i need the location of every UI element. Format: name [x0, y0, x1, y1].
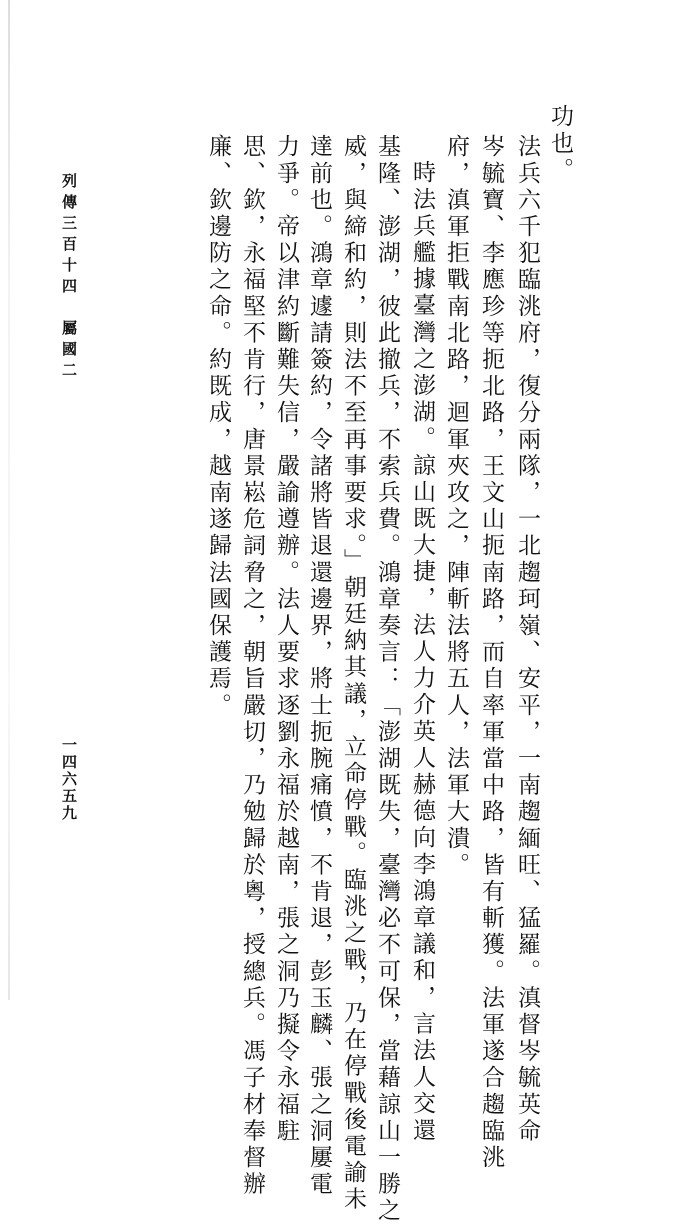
- text-column-11: 廉、欽邊防之命。約既成，越南遂歸法國保護焉。: [205, 134, 231, 720]
- text-column-8: 達前也。鴻章遽請簽約，令諸將皆退還邊界，將士扼腕痛憤，不肯退，彭玉麟、張之洞屢電: [306, 134, 332, 1198]
- text-column-3: 岑毓寶、李應珍等扼北路，王文山扼南路，而自率軍當中路，皆有斬獲。法軍遂合趨臨洮: [478, 134, 504, 1172]
- text-column-4: 府，滇軍拒戰南北路，迴軍夾攻之，陣斬法將五人，法軍大潰。: [443, 134, 469, 879]
- text-column-7: 威，與締和約，則法不至再事要求。」朝廷納其議，立命停戰。臨洮之戰，乃在停戰後電諭未: [340, 134, 366, 1214]
- text-column-5: 時法兵艦據臺灣之澎湖。諒山既大捷，法人力介英人赫德向李鴻章議和，言法人交還: [409, 160, 435, 1145]
- page-number: 一四六五九: [60, 737, 78, 822]
- text-column-9: 力爭。帝以津約斷難失信，嚴諭遵辦。法人要求逐劉永福於越南，張之洞乃擬令永福駐: [273, 134, 299, 1145]
- text-column-2: 法兵六千犯臨洮府，復分兩隊，一北趨珂嶺、安平，一南趨緬旺、猛羅。滇督岑毓英命: [514, 134, 540, 1145]
- running-header: 列傳三百十四 屬國二: [60, 173, 78, 383]
- text-column-6: 基隆、澎湖，彼此撤兵，不索兵費。鴻章奏言：「澎湖既失，臺灣必不可保，當藉諒山一勝之: [374, 134, 400, 1225]
- text-column-10: 思、欽，永福堅不肯行，唐景崧危詞脅之，朝旨嚴切，乃勉歸於粵，授總兵。馮子材奉督辦: [239, 134, 265, 1198]
- page-fold-edge: [8, 0, 10, 1000]
- text-column-1: 功也。: [547, 104, 573, 184]
